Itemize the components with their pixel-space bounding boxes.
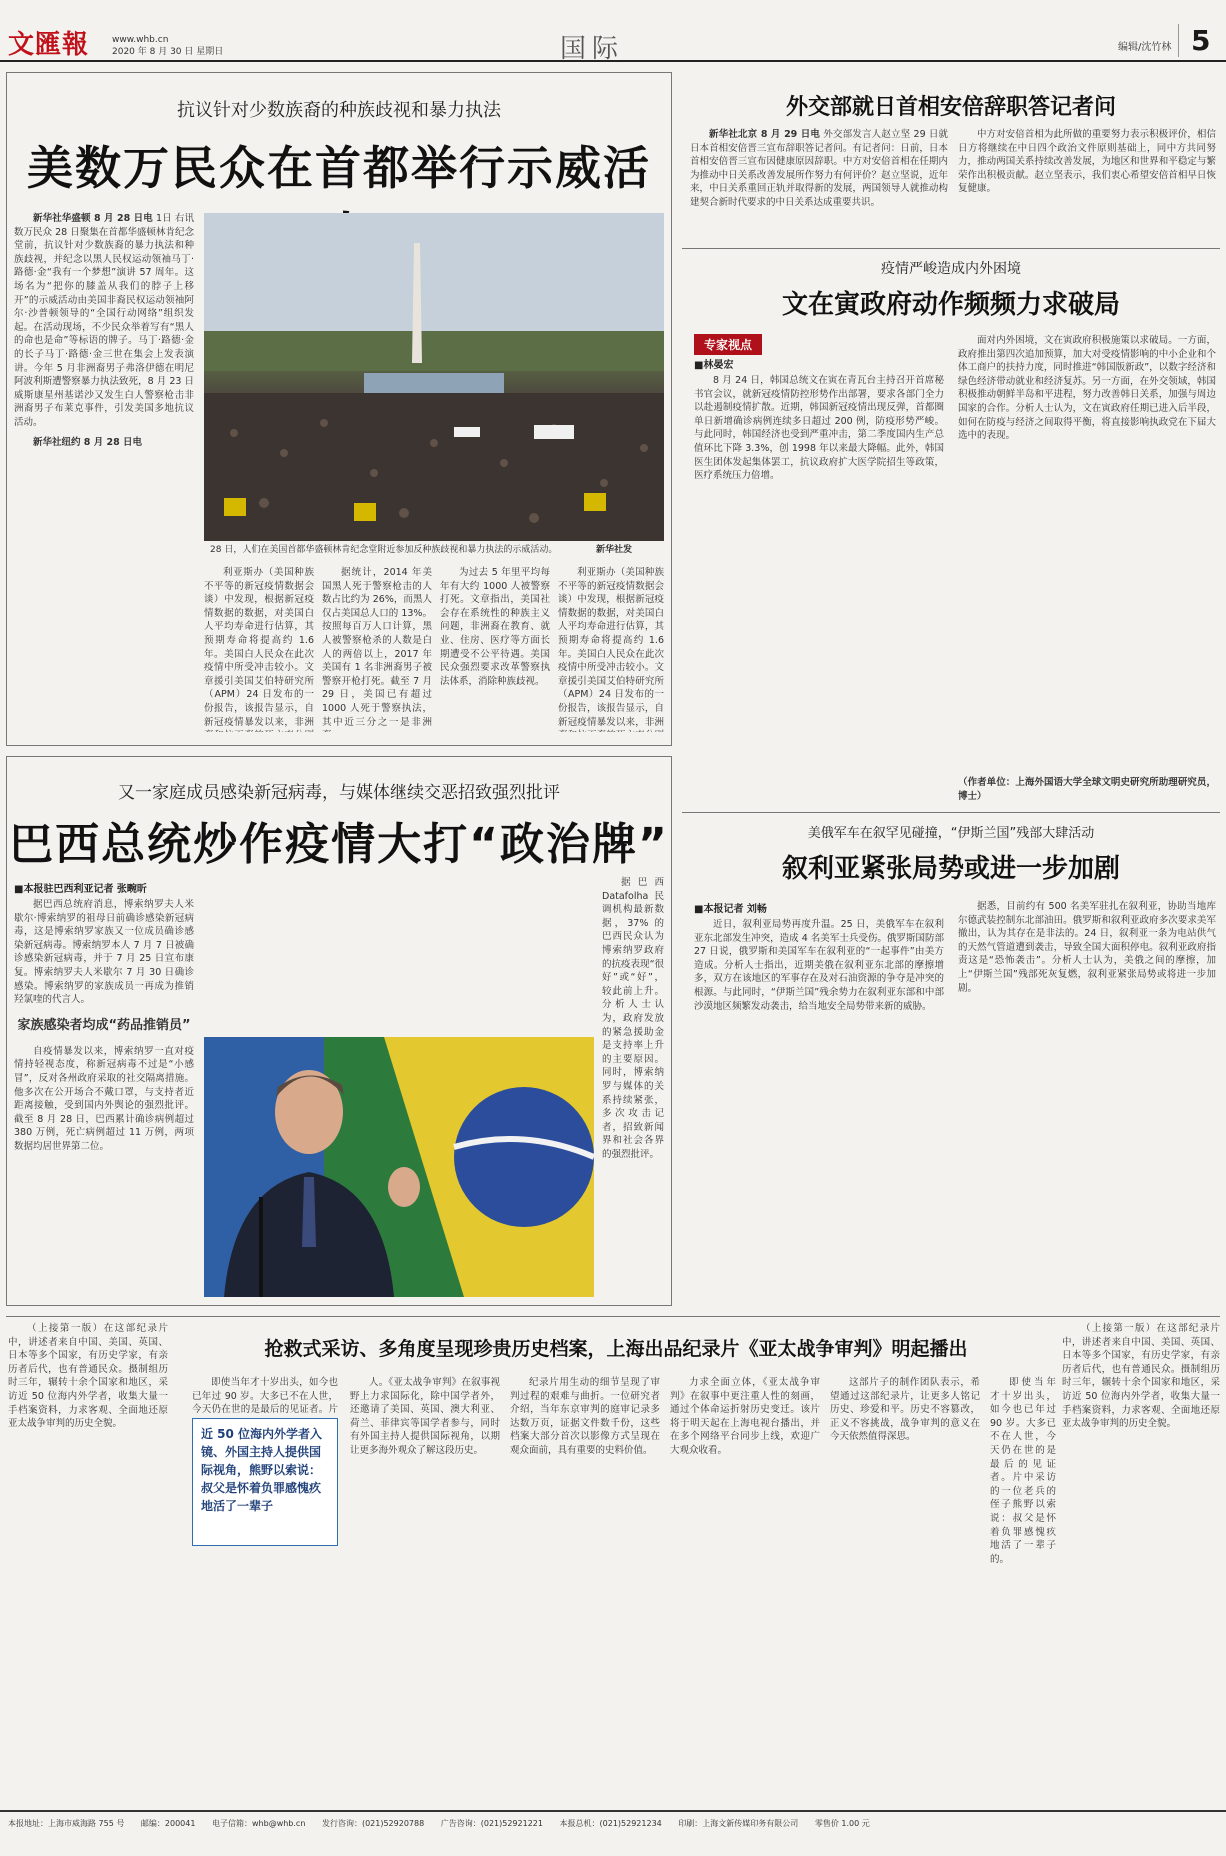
- story2-byline: ■本报驻巴西利亚记者 张畹昕: [14, 884, 147, 895]
- divider: [682, 248, 1220, 249]
- masthead: [0, 0, 1226, 62]
- story4-col2: 面对内外困境，文在寅政府积极施策以求破局。一方面，政府推出第四次追加预算，加大对受疫情影响的中小企业和个体工商户的扶持力度，同时推进“韩国版新政”，以数字经济和绿色经济带动就业和经济复苏。另一方面，在外交领域，韩国积极推动朝鲜半岛和平进程，努力改善韩日关系，加强与周边国家的合作。分析人士认为，文在寅政府任期已进入后半段，如何在防疫与经济之间取得平衡，将直接影响执政党在下届大选中的表现。: [958, 335, 1216, 442]
- story3-col1: 新华社北京 8 月 29 日电 外交部发言人赵立坚 29 日就日本首相安倍晋三宣布辞职答记者问。有记者问：日前，日本首相安倍晋三宣布因健康原因辞职。中方对安倍首相在任期内为推动中日关系改善发展所作努力有何评价？赵立坚说，近年来，中日关系重回正轨并取得新的发展，两国领导人就推动构建契合新时代要求的中日关系达成重要共识。: [690, 129, 948, 208]
- footer: [0, 1810, 1226, 1856]
- footer-distribution: 发行咨询：(021)52920788: [321, 1819, 425, 1828]
- story1-col5: 利亚斯办（美国种族不平等的新冠疫情数据会谈）中发现，根据新冠疫情数据的数据，对美国白人平均寿命进行估算，其预期寿命将提高约 1.6 年。美国白人民众在此次疫情中所受冲击较小。文章援引美国艾伯特研究所（APM）24 日发布的一份报告，该报告显示，自新冠疫情暴发以来，非洲: [558, 567, 664, 728]
- story2-subhead1: 家族感染者均成“药品推销员”: [17, 1017, 191, 1033]
- story6-col7: （上接第一版）在这部纪录片中，讲述者来自中国、美国、英国、日本等多个国家，有历史学家，有亲历者后代，也有普通民众。摄制组历时三年，辗转十余个国家和地区，采访近 50 位海内外学者，收集大量一手档案资料，力求客观、全面地还原亚太战争审判的历史全貌。: [1062, 1323, 1220, 1430]
- story4-note: （作者单位：上海外国语大学全球文明史研究所助理研究员，博士）: [958, 777, 1216, 802]
- story4-kicker: 疫情严峻造成内外困境: [881, 261, 1021, 277]
- story3-col2: 中方对安倍首相为此所做的重要努力表示积极评价，相信日方将继续在中日四个政治文件原则基础上，同中方共同努力，推动两国关系持续改善发展，为地区和世界和平稳定与繁荣作出积极贡献。赵立坚表示，我们衷心希望安倍首相早日恢复健康。: [958, 129, 1216, 195]
- issue-date: 2020 年 8 月 30 日 星期日: [112, 47, 224, 57]
- story6-col8: 即使当年才十岁出头，如今也已年过 90 岁。大多已不在人世，今天仍在世的是最后的见证者。片中采访的一位老兵的侄子熊野以索说：叔父是怀着负罪感愧疚地活了一辈子的。: [990, 1377, 1056, 1565]
- footer-price: 零售价 1.00 元: [814, 1819, 870, 1828]
- story6-headline[interactable]: 抢救式采访、多角度呈现珍贵历史档案，上海出品纪录片《亚太战争审判》明起播出: [264, 1338, 968, 1360]
- story6-col3: 人。《亚太战争审判》在叙事视野上力求国际化，除中国学者外，还邀请了美国、英国、澳大利亚、荷兰、菲律宾等国学者参与，同时有外国主持人提供国际视角，以期让更多海外观众了解这段历史。: [350, 1377, 500, 1456]
- story1-col2: 利亚斯办（美国种族不平等的新冠疫情数据会谈）中发现，根据新冠疫情数据的数据，对美国白人平均寿命进行估算，其预期寿命将提高约 1.6 年。美国白人民众在此次疫情中所受冲击较小。文章援引美国艾伯特研究所（APM）24 日发布的一份报告，该报告显示，自新冠疫情暴发以来，非洲: [204, 567, 314, 728]
- footer-email[interactable]: 电子信箱：whb@whb.cn: [212, 1819, 306, 1828]
- story6-col2: 即使当年才十岁出头，如今也已年过 90 岁。大多已不在人世，今天仍在世的是最后的见证者。片: [192, 1377, 338, 1416]
- story5-kicker: 美俄军车在叙罕见碰撞，“伊斯兰国”残部大肆活动: [807, 826, 1095, 841]
- footer-address: 本报地址：上海市威海路 755 号: [8, 1819, 125, 1828]
- footer-ads: 广告咨询：(021)52921221: [440, 1819, 543, 1828]
- editor-credit: 编辑/沈竹林: [1118, 42, 1172, 53]
- header-meta: [112, 34, 223, 58]
- story6-callout: 近 50 位海内外学者入镜、外国主持人提供国际视角，熊野以索说：叔父是怀着负罪感愧疚地活了一辈子: [192, 1418, 338, 1546]
- story1-col3: 据统计，2014 年美国黑人死于警察枪击的人数占比约为 26%，而黑人仅占美国总人口的 13%。按照每百万人口计算，黑人被警察枪杀的人数是白人的两倍以上，2017 年美国有 1 名非洲裔男子被警察开枪打死。截至 7 月 29 日，美国已有超过 1000 人死于警察执法，其中近三分之一是非洲: [322, 567, 432, 728]
- footer-postcode: 邮编：200041: [140, 1819, 196, 1828]
- expert-view-tag: 专家视点: [694, 334, 762, 355]
- page-number: 5: [1178, 24, 1210, 57]
- story2-headline[interactable]: 巴西总统炒作疫情大打“政治牌”: [9, 819, 669, 870]
- footer-printer: 印刷：上海文新传媒印务有限公司: [678, 1819, 799, 1828]
- story5-col1: 近日，叙利亚局势再度升温。25 日，美俄军车在叙利亚东北部发生冲突，造成 4 名美军士兵受伤。俄罗斯国防部 27 日说，俄罗斯和美国军车在叙利亚的“一起事件”由美方造成。分析人士指出，近期美俄在叙利亚东北部的摩擦增多，双方在该地区的军事存在及对石油资源的争夺是冲突的根源。与此同时，“伊斯兰国”残余势力在叙利亚东部和中部沙漠地区频繁发动袭击，给当地安全局势带来新的威胁。: [694, 919, 944, 1012]
- footer-switchboard: 本报总机：(021)52921234: [559, 1819, 662, 1828]
- story2-col2: 据巴西 Datafolha 民调机构最新数据，37% 的巴西民众认为博索纳罗政府的抗疫表现“很好”或“好”，较此前上升。分析人士认为，政府发放的紧急援助金是支持率上升的主要原因。同时，博索纳罗与媒体的关系持续紧张，多次攻击记者，招致新闻界和社会各界的强烈批评。: [602, 877, 664, 1160]
- story1-headline[interactable]: 美数万民众在首都举行示威活: [27, 141, 651, 195]
- story2-col1: 据巴西总统府消息，博索纳罗夫人米歇尔·博索纳罗的祖母日前确诊感染新冠病毒，这是博索纳罗家族又一位成员确诊感染新冠病毒。博索纳罗本人 7 月 7 日被确诊感染新冠病毒，并于 7 月 25 日宣布康复。博索纳罗夫人米歇尔 7 月 30 日确诊感染。博索纳罗的家族成员一再成为推销羟氯喹的代言人。 家族感染者均成“药品推销员” 自疫情暴发以来，博索纳罗一直对疫情持轻视态度，称新冠病毒不过是“小感冒”，反对各州政府采取的社交隔离措施。他多次在公开场合不戴口罩，与支持者近距离接触，受到国内外舆论的强烈批评。截至 8 月 28 日，巴西累计确诊病例超过 380 万例，死亡病例超过 11 万例，两项数据均居世界第二位。: [14, 899, 194, 1152]
- story1-caption: 28 日，人们在美国首都华盛顿林肯纪念堂附近参加反种族歧视和暴力执法的示威活动。: [210, 545, 558, 555]
- story3-headline[interactable]: 外交部就日首相安倍辞职答记者问: [785, 95, 1116, 120]
- site-url[interactable]: www.whb.cn: [112, 35, 169, 45]
- story1-col4: 为过去 5 年里平均每年有大约 1000 人被警察打死。文章指出，美国社会存在系统性的种族主义问题，非洲裔在教育、就业、住房、医疗等方面长期遭受不公平待遇。美国民众强烈要求改革警察执法体系，消除种族歧视。: [440, 567, 550, 687]
- newspaper-logo: 文匯報: [8, 30, 90, 60]
- story6-col6: 这部片子的制作团队表示，希望通过这部纪录片，让更多人铭记历史、珍爱和平。历史不容篡改，正义不容挑战，战争审判的意义在今天依然值得深思。: [830, 1377, 980, 1443]
- story6-col4: 纪录片用生动的细节呈现了审判过程的艰难与曲折。一位研究者介绍，当年东京审判的庭审记录多达数万页，证据文件数千份，这些档案大部分首次以影像方式呈现在观众面前，具有重要的史料价值。: [510, 1377, 660, 1456]
- story4-headline[interactable]: 文在寅政府动作频频力求破局: [781, 290, 1120, 320]
- story5-headline[interactable]: 叙利亚紧张局势或进一步加剧: [781, 854, 1120, 884]
- story4-col1: 8 月 24 日，韩国总统文在寅在青瓦台主持召开首席秘书官会议，就新冠疫情防控形势作出部署，要求各部门全力以赴遏制疫情扩散。近期，韩国新冠疫情出现反弹，首都圈单日新增确诊病例连续多日超过 200 例，防疫形势严峻。与此同时，韩国经济也受到严重冲击，第二季度国内生产总值环比下降 3.3%，创 1998 年以来最大降幅。此外，韩国医生团体发起集体罢工，抗议政府扩大医学院招生等政策，医疗系统压力倍增。: [694, 375, 944, 482]
- story6-col1: （上接第一版）在这部纪录片中，讲述者来自中国、美国、英国、日本等多个国家，有历史学家，有亲历者后代，也有普通民众。摄制组历时三年，辗转十余个国家和地区，采访近 50 位海内外学者，收集大量一手档案资料，力求客观、全面地还原亚太战争审判的历史全貌。: [8, 1323, 168, 1430]
- section-title: 国际: [560, 34, 625, 64]
- story1-credit: 新华社发: [596, 545, 633, 555]
- divider: [682, 812, 1220, 813]
- story6-col5: 力求全面立体，《亚太战争审判》在叙事中更注重人性的刻画，通过个体命运折射历史变迁。该片将于明天起在上海电视台播出，并在多个网络平台同步上线，欢迎广大观众收看。: [670, 1377, 820, 1456]
- story4-byline: ■林晏宏: [694, 360, 734, 371]
- story1-col1: 新华社华盛顿 8 月 28 日电 1日 右讯 数万民众 28 日聚集在首都华盛顿林肯纪念堂前，抗议针对少数族裔的暴力执法和种族歧视，并纪念以黑人民权运动领袖马丁·路德·金“我有一个梦想”演讲 57 周年。这场名为“把你的膝盖从我们的脖子上移开”的示威活动由美国非裔民权运动领袖阿尔·沙普顿领导的“全国行动网络”组织发起。在活动现场，不少民众举着写有“黑人的命也是命”等标语的牌子。马丁·路德·金的长子马丁·路德·金三世在集会上发表演讲。今年 5 月非洲裔男子弗洛伊德在明尼阿波利斯遭警察暴力执法致死，8 月 23 日威斯康星州基诺沙又发生白人警察枪击非洲裔男子布莱克事件，引发美国多地抗议活动。 新华社纽约 8 月 28 日电: [14, 213, 194, 448]
- bolsonaro-photo: [204, 1037, 594, 1297]
- story5-byline: ■本报记者 刘畅: [694, 904, 767, 915]
- protest-photo: [204, 213, 664, 541]
- story1-kicker: 抗议针对少数族裔的种族歧视和暴力执法: [177, 100, 501, 121]
- story5-col2: 据悉，目前约有 500 名美军驻扎在叙利亚，协助当地库尔德武装控制东北部油田。俄罗斯和叙利亚政府多次要求美军撤出，认为其存在是非法的。24 日，叙利亚一条为电站供气的天然气管道遭到袭击，导致全国大面积停电。叙利亚政府指责这是“恐怖袭击”。分析人士认为，美俄之间的摩擦，加上“伊斯兰国”残部死灰复燃，叙利亚紧张局势或将进一步加剧。: [958, 901, 1216, 994]
- divider: [6, 1316, 1220, 1317]
- story2-kicker: 又一家庭成员感染新冠病毒，与媒体继续交恶招致强烈批评: [118, 783, 560, 803]
